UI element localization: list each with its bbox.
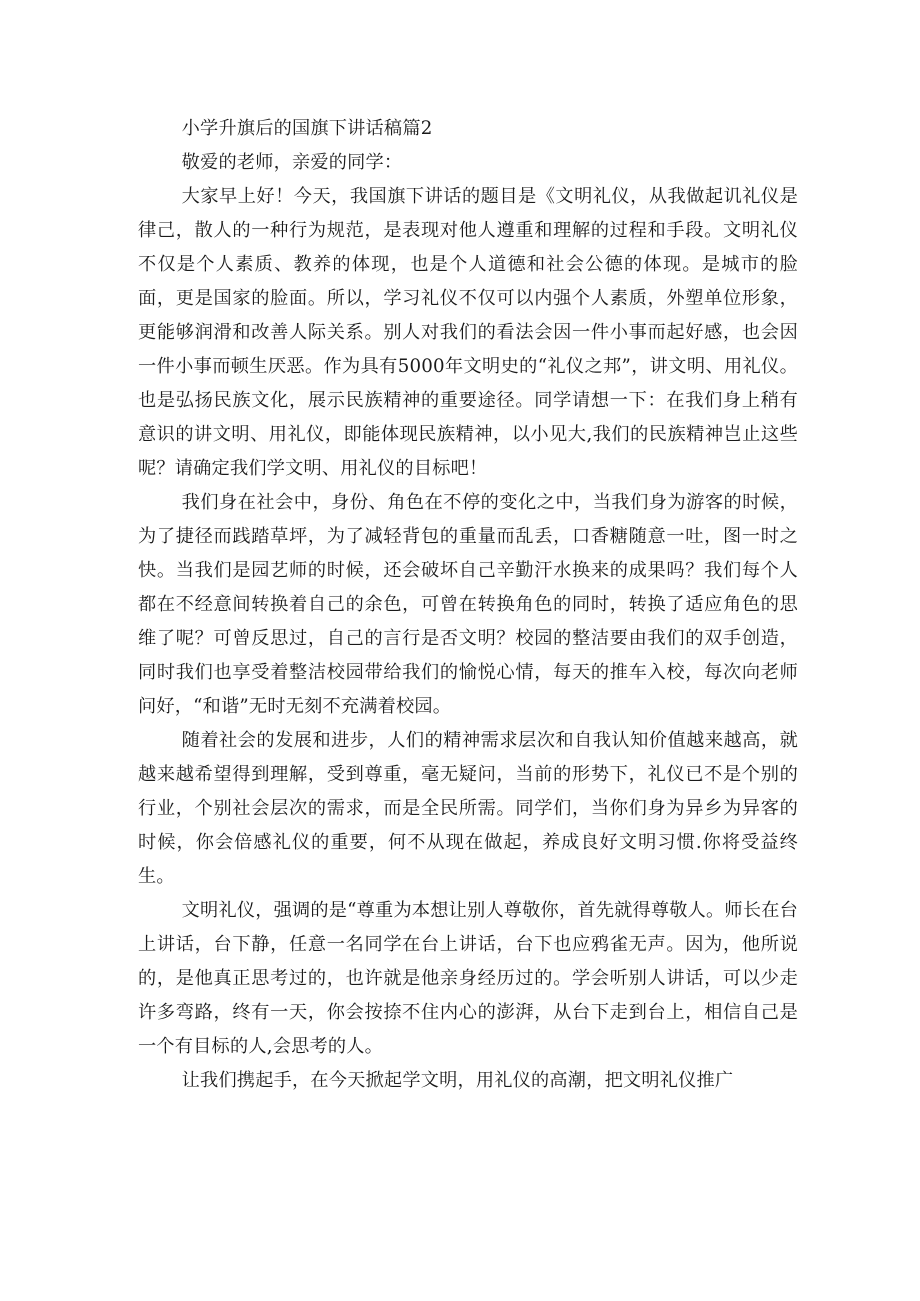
paragraph-3: 随着社会的发展和进步，人们的精神需求层次和自我认知价值越来越高，就越来越希望得到理解，受到尊重，毫无疑问，当前的形势下，礼仪已不是个别的行业，个别社会层次的需求，而是全民所需。同学们，当你们身为异乡为异客的时候，你会倍感礼仪的重要，何不从现在做起，养成良好文明习惯.你将受益终生。 <box>138 730 798 887</box>
document-body <box>138 112 798 1098</box>
salutation: 敬爱的老师，亲爱的同学： <box>181 152 403 173</box>
paragraph-4: 文明礼仪，强调的是“尊重为本想让别人尊敬你，首先就得尊敬人。师长在台上讲话，台下静，任意一名同学在台上讲话，台下也应鸦雀无声。因为，他所说的，是他真正思考过的，也许就是他亲身经历过的。学会听别人讲话，可以少走许多弯路，终有一天，你会按捺不住内心的澎湃，从台下走到台上，相信自己是一个有目标的人,会思考的人。 <box>138 900 798 1057</box>
paragraph-1: 大家早上好！今天，我国旗下讲话的题目是《文明礼仪，从我做起讥礼仪是律己，散人的一种行为规范，是表现对他人遵重和理解的过程和手段。文明礼仪不仅是个人素质、教养的体现，也是个人道德和社会公德的体现。是城市的脸面，更是国家的脸面。所以，学习礼仪不仅可以内强个人素质，外塑单位形象，更能够润滑和改善人际关系。别人对我们的看法会因一件小事而起好感，也会因一件小事而顿生厌恶。作为具有5000年文明史的“礼仪之邦”，讲文明、用礼仪。也是弘扬民族文化，展示民族精神的重要途径。同学请想一下：在我们身上稍有意识的讲文明、用礼仪，即能体现民族精神，以小见大,我们的民族精神岂止这些呢？请确定我们学文明、用礼仪的目标吧！ <box>138 186 798 479</box>
paragraph-2: 我们身在社会中，身份、角色在不停的变化之中，当我们身为游客的时候，为了捷径而践踏草坪，为了减轻背包的重量而乱丢，口香糖随意一吐，图一时之快。当我们是园艺师的时候，还会破坏自己辛勤汗水换来的成果吗？我们每个人都在不经意间转换着自己的余色，可曾在转换角色的同时，转换了适应角色的思维了呢？可曾反思过，自己的言行是否文明？校园的整洁要由我们的双手创造，同时我们也享受着整洁校园带给我们的愉悦心情，每天的推车入校，每次向老师问好，“和谐”无时无刻不充满着校园。 <box>138 492 798 717</box>
document-title: 小学升旗后的国旗下讲话稿篇2 <box>181 118 433 139</box>
paragraph-5: 让我们携起手，在今天掀起学文明，用礼仪的高潮，把文明礼仪推广 <box>181 1070 734 1091</box>
